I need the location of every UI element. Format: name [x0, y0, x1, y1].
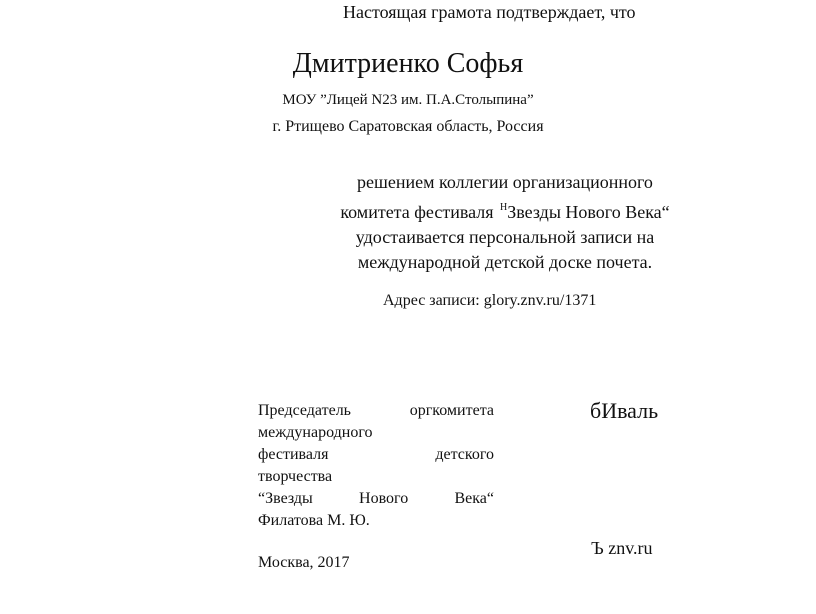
signature: бИваль: [590, 398, 659, 423]
signatory-title-word: “Звезды: [258, 490, 313, 507]
signatory-title-word: Века“: [454, 490, 494, 507]
signatory-block: [258, 400, 494, 532]
decision-line-1: решением коллегии организационного: [357, 172, 653, 192]
signatory-line-4: творчества: [258, 468, 333, 485]
recipient-name: Дмитриенко Софья: [292, 48, 524, 79]
decision-paragraph: [315, 170, 695, 275]
school-name: МОУ ”Лицей N23 им. П.А.Столыпина”: [282, 92, 534, 108]
intro-text: Настоящая грамота подтверждает, что: [343, 2, 636, 22]
signatory-title-word: оргкомитета: [409, 402, 494, 419]
signatory-title-word: Нового: [359, 490, 409, 507]
signatory-title-word: фестиваля: [258, 446, 329, 463]
quote-mark-superscript: Н: [500, 202, 508, 213]
city-region: г. Ртищево Саратовская область, Россия: [272, 118, 544, 135]
signatory-line-5: [258, 488, 494, 510]
decision-line-4: международной детской доске почета.: [357, 252, 653, 272]
signatory-title-word: детского: [435, 446, 494, 463]
record-address: Адрес записи: glory.znv.ru/1371: [383, 292, 597, 309]
decision-line-2: [315, 195, 695, 225]
signatory-line-1: [258, 400, 494, 422]
decision-line-3: удостаивается персональной записи на: [355, 227, 655, 247]
decision-line-2-start: комитета фестиваля: [340, 202, 499, 222]
place-date: Москва, 2017: [258, 554, 350, 571]
festival-name: Звезды Нового Века“: [507, 202, 670, 222]
signatory-line-3: [258, 444, 494, 466]
stamp-text: Ъ znv.ru: [591, 538, 653, 558]
signatory-name: Филатова М. Ю.: [258, 512, 370, 529]
signatory-line-2: международного: [258, 424, 373, 441]
signatory-title-word: Председатель: [258, 402, 351, 419]
